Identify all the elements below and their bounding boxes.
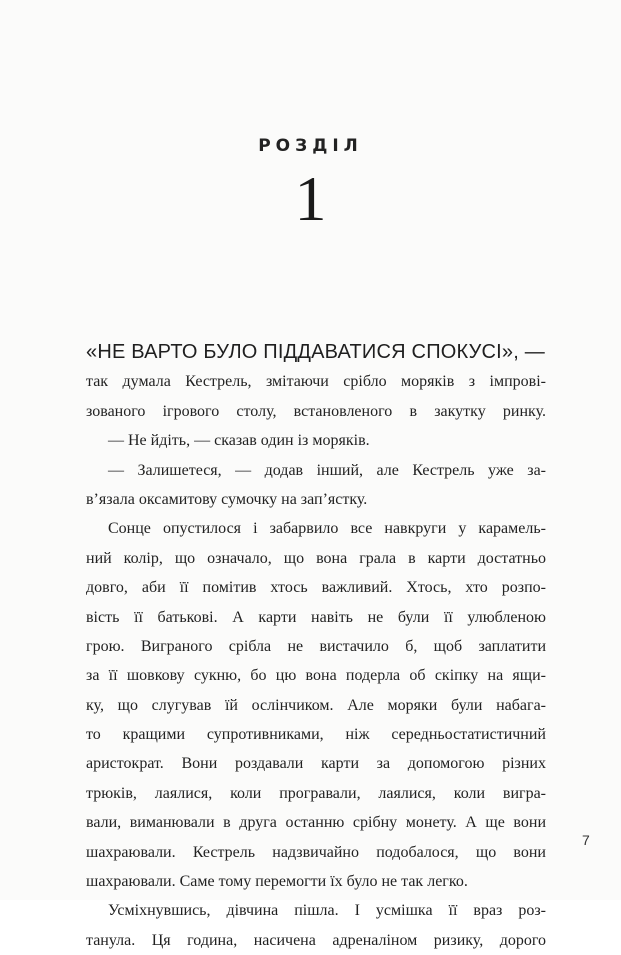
opening-line: «НЕ ВАРТО БУЛО ПІДДАВАТИСЯ СПОКУСІ», — (86, 341, 545, 363)
chapter-label: РОЗДІЛ (258, 136, 363, 156)
chapter-number: 1 (294, 163, 327, 234)
text-line: довго, аби її помітив хтось важливий. Хтось, хто розпо- (86, 579, 546, 597)
chapter-body-text (86, 338, 546, 955)
text-line: зованого ігрового столу, встановленого в закутку ринку. (86, 402, 546, 420)
text-line: трюків, лаялися, коли програвали, лаялися, коли вигра- (86, 784, 546, 802)
paragraph-start-line: Усміхнувшись, дівчина пішла. І усмішка її враз роз- (108, 902, 546, 920)
dialogue-line: — Не йдіть, — сказав один із моряків. (108, 432, 370, 450)
text-line: так думала Кестрель, змітаючи срібло моряків з імпрові- (86, 373, 546, 391)
text-line: грою. Виграного срібла не вистачило б, щоб заплатити (86, 637, 546, 655)
dialogue-line: — Залишетеся, — додав інший, але Кестрель уже за- (108, 461, 546, 479)
text-line: ний колір, що означало, що вона грала в карти достатньо (86, 549, 546, 567)
text-line: ку, що слугував їй ослінчиком. Але моряки були набага- (86, 696, 546, 714)
text-line: танула. Ця година, насичена адреналіном ризику, дорого (86, 931, 546, 949)
text-line: шахраювали. Кестрель надзвичайно подобалося, що вони (86, 843, 546, 861)
text-line: то кращими супротивниками, ніж середньостатистичний (86, 726, 546, 744)
text-line: вали, виманювали в друга останню срібну монету. А ще вони (86, 814, 546, 832)
text-line: за її шовкову сукню, бо цю вона подерла об скіпку на ящи- (86, 667, 546, 685)
text-line: шахраювали. Саме тому перемогти їх було не так легко. (86, 873, 468, 891)
page-number: 7 (582, 832, 590, 848)
paragraph-start-line: Сонце опустилося і забарвило все навкруги у карамель- (108, 520, 546, 538)
text-line: аристократ. Вони роздавали карти за допомогою різних (86, 755, 546, 773)
text-line: вість її батькові. А карти навіть не були її улюбленою (86, 608, 546, 626)
text-line: в’язала оксамитову сумочку на зап’ястку. (86, 490, 368, 508)
